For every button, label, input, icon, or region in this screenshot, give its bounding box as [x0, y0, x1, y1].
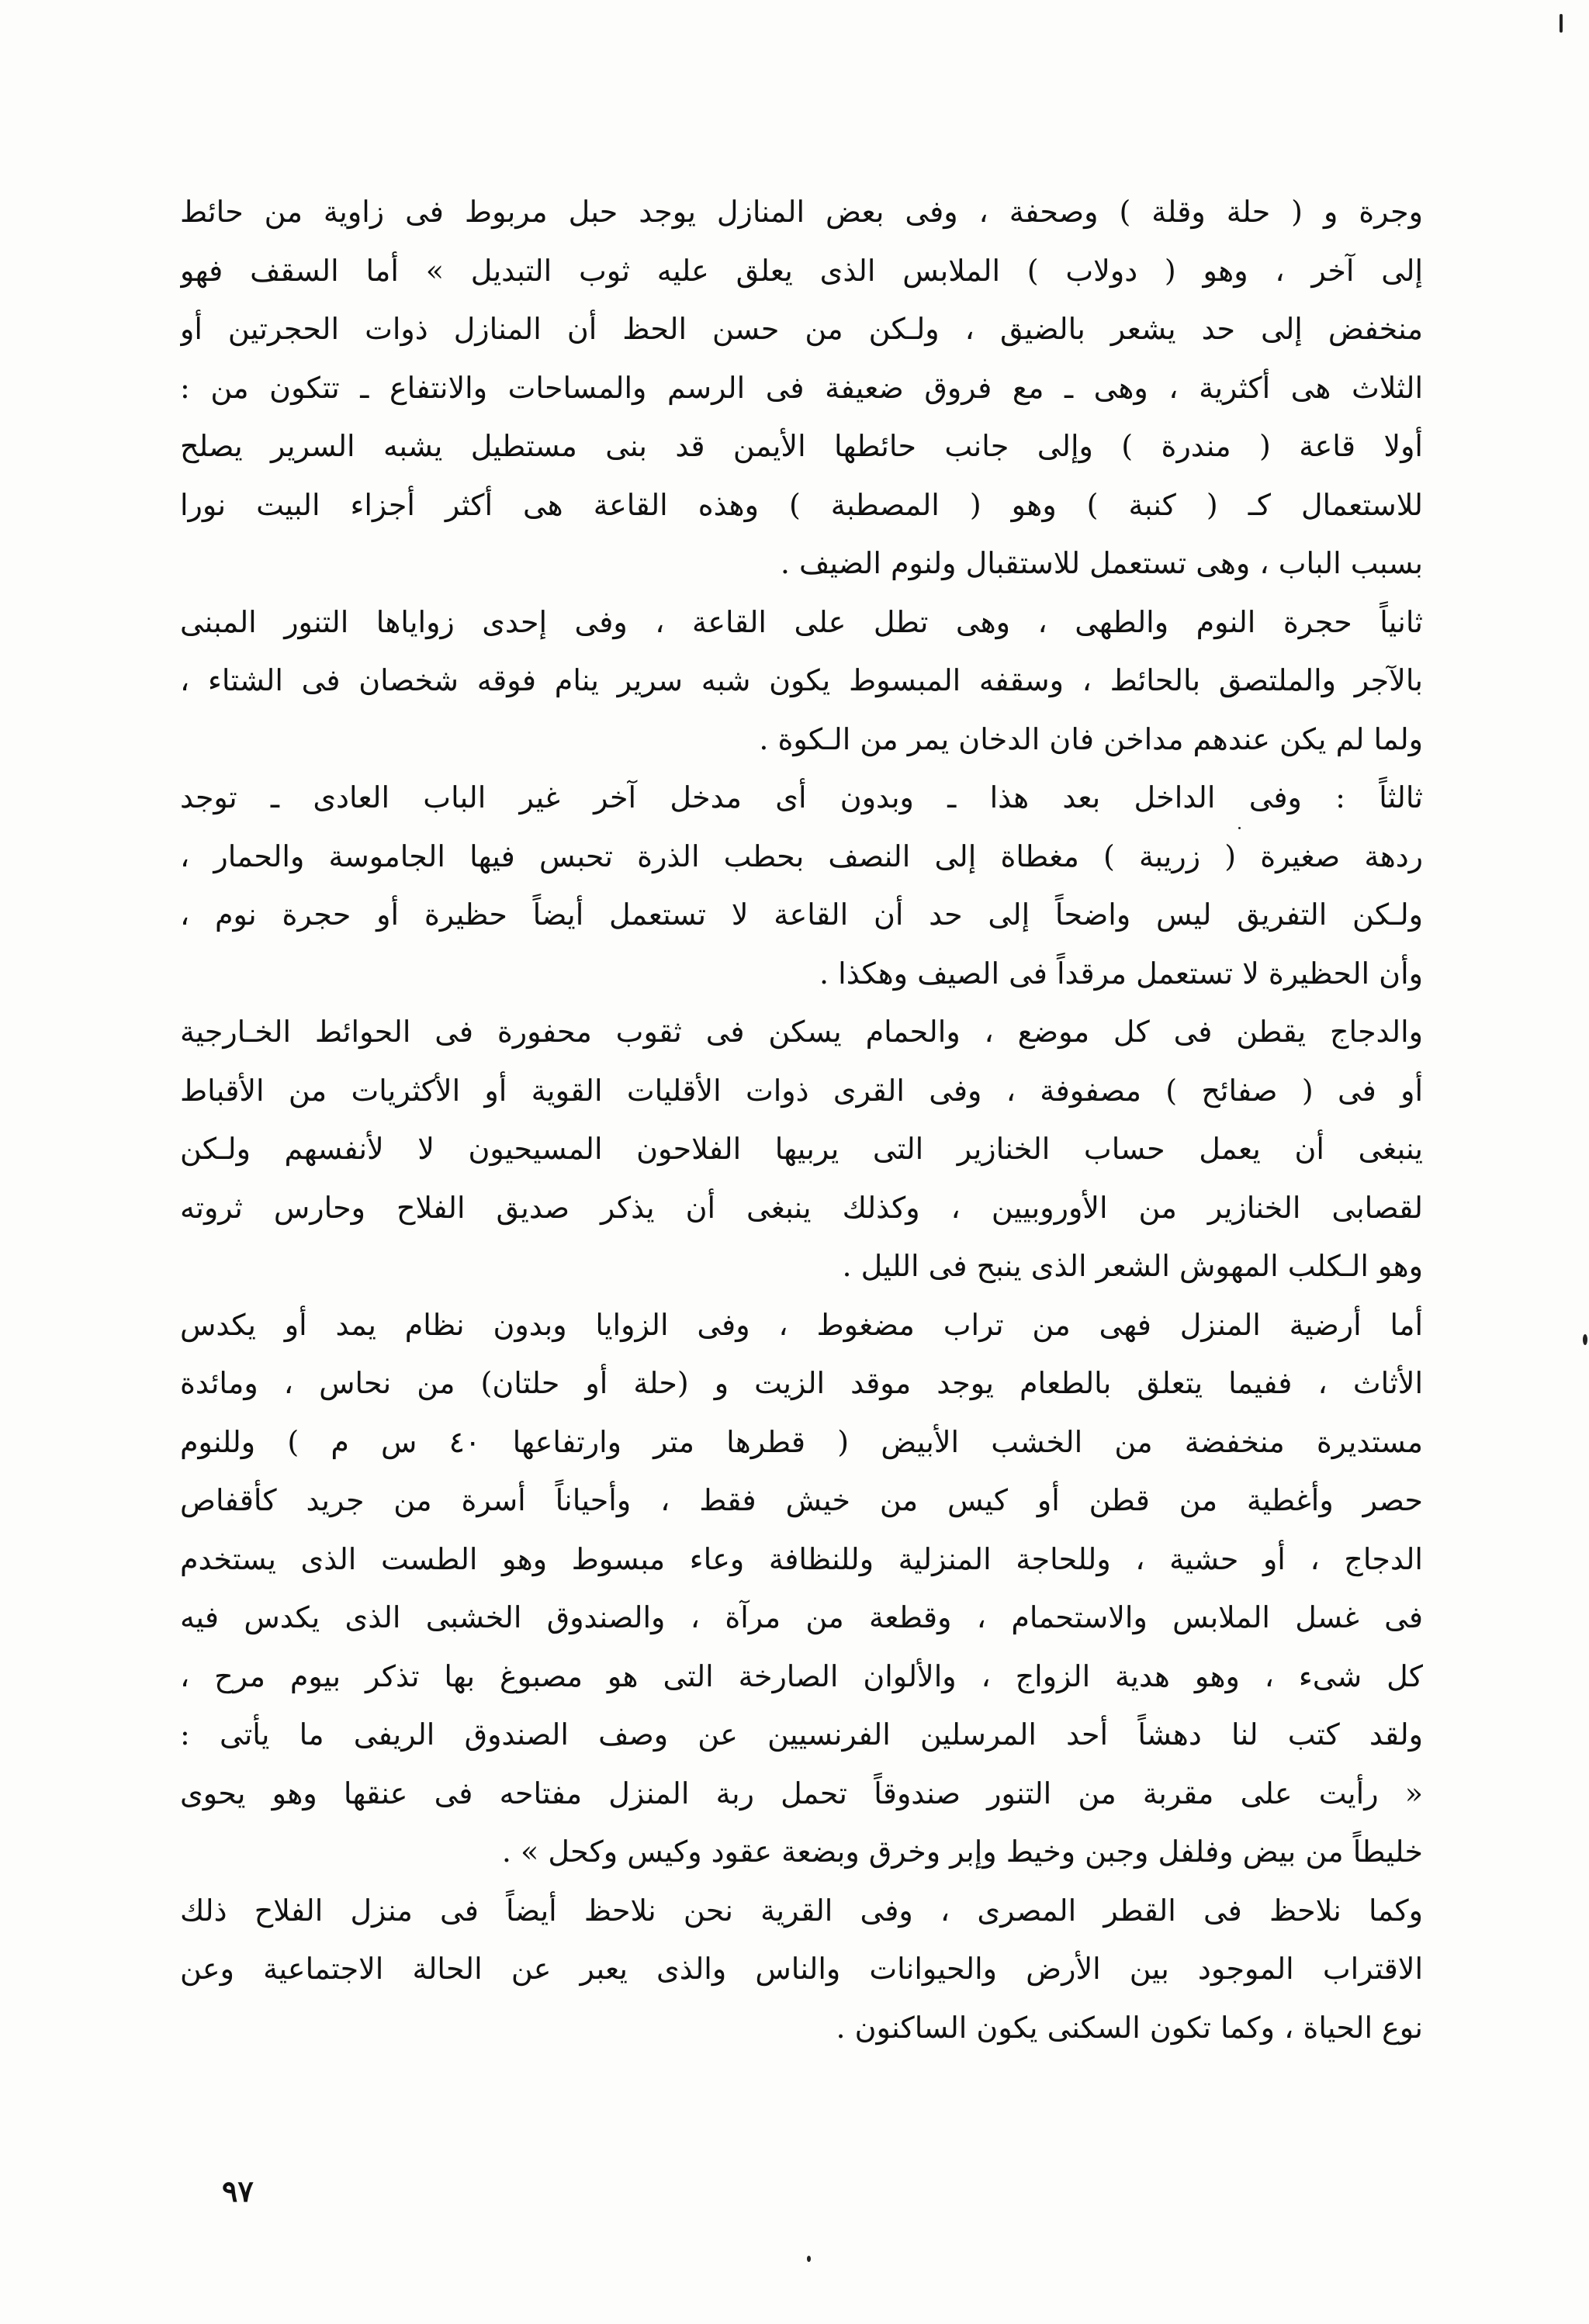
paragraph-first-hall — [180, 417, 1423, 593]
text-line: منخفض إلى حد يشعر بالضيق ، ولـكن من حسن الحظ أن المنازل ذوات الحجرتين أو — [180, 312, 1423, 346]
paragraph-floor-furniture — [180, 1296, 1423, 1765]
paragraph-conclusion — [180, 1882, 1423, 2058]
text-line: أو فى ( صفائح ) مصفوفة ، وفى القرى ذوات الأقليات القوية أو الأكثريات من الأقباط — [180, 1073, 1423, 1108]
text-line: بسبب الباب ، وهى تستعمل للاستقبال ولنوم الضيف . — [780, 546, 1423, 580]
text-line: فى غسل الملابس والاستحمام ، وقطعة من مرآة ، والصندوق الخشبى الذى يكدس فيه — [180, 1600, 1423, 1634]
text-line: ولما لم يكن عندهم مداخن فان الدخان يمر من الـكوة . — [759, 721, 1423, 756]
text-line: ولقد كتب لنا دهشاً أحد المرسلين الفرنسيين عن وصف الصندوق الريفى ما يأتى : — [180, 1717, 1423, 1752]
text-line: ولـكن التفريق ليس واضحاً إلى حد أن القاعة لا تستعمل أيضاً حظيرة أو حجرة نوم ، — [180, 897, 1423, 932]
text-line: أولا قاعة ( مندرة ) وإلى جانب حائطها الأيمن قد بنى مستطيل يشبه السرير يصلح — [180, 429, 1423, 463]
text-line: وهو الـكلب المهوش الشعر الذى ينبح فى الليل . — [842, 1249, 1423, 1283]
text-line: الثلاث هى أكثرية ، وهى ـ مع فروق ضعيفة فى الرسم والمساحات والانتفاع ـ تتكون من : — [180, 370, 1423, 405]
page-number: ٩٧ — [222, 2174, 254, 2208]
text-line: بالآجر والملتصق بالحائط ، وسقفه المبسوط يكون شبه سرير ينام فوقه شخصان فى الشتاء ، — [180, 663, 1423, 697]
text-line: إلى آخر ، وهو ( دولاب ) الملابس الذى يعلق عليه ثوب التبديل » أما السقف فهو — [180, 253, 1423, 288]
paragraph-third-pen — [180, 769, 1423, 1003]
paragraph-furniture-roof — [180, 183, 1423, 417]
text-line: « رأيت على مقربة من التنور صندوقاً تحمل ربة المنزل مفتاحه فى عنقها وهو يحوى — [180, 1776, 1423, 1810]
text-line: للاستعمال كـ ( كنبة ) وهو ( المصطبة ) وهذه القاعة هى أكثر أجزاء البيت نورا — [180, 487, 1423, 522]
paragraph-animals — [180, 1003, 1423, 1296]
text-line: الدجاج ، أو حشية ، وللحاجة المنزلية وللنظافة وعاء مبسوط وهو الطست الذى يستخدم — [180, 1541, 1423, 1576]
text-line: وجرة و ( حلة وقلة ) وصحفة ، وفى بعض المنازل يوجد حبل مربوط فى زاوية من حائط — [180, 195, 1423, 229]
text-line: ينبغى أن يعمل حساب الخنازير التى يربيها الفلاحون المسيحيون لا لأنفسهم ولـكن — [180, 1132, 1423, 1166]
scan-speck — [1583, 1334, 1587, 1345]
text-line: الأثاث ، ففيما يتعلق بالطعام يوجد موقد الزيت و (حلة أو حلتان) من نحاس ، ومائدة — [180, 1366, 1423, 1400]
text-line: لقصابى الخنازير من الأوروبيين ، وكذلك ينبغى أن يذكر صديق الفلاح وحارس ثروته — [180, 1190, 1423, 1225]
text-line: وأن الحظيرة لا تستعمل مرقداً فى الصيف وهكذا . — [819, 956, 1423, 991]
text-line: ثالثاً : وفى الداخل بعد هذا ـ وبدون أى مدخل آخر غير الباب العادى ـ توجد — [180, 780, 1423, 814]
paragraph-second-bedroom — [180, 593, 1423, 769]
scan-speck — [1560, 14, 1563, 33]
text-line: مستديرة منخفضة من الخشب الأبيض ( قطرها متر وارتفاعها ٤٠ س م ) وللنوم — [180, 1424, 1423, 1459]
text-line: أما أرضية المنزل فهى من تراب مضغوط ، وفى الزوايا وبدون نظام يمد أو يكدس — [180, 1307, 1423, 1342]
text-line: كل شىء ، وهو هدية الزواج ، والألوان الصارخة التى هو مصبوغ بها تذكر بيوم مرح ، — [180, 1658, 1423, 1693]
body-text — [180, 183, 1423, 2057]
text-line: حصر وأغطية من قطن أو كيس من خيش فقط ، وأحياناً أسرة من جريد كأقفاص — [180, 1483, 1423, 1517]
paragraph-quotation — [180, 1765, 1423, 1882]
text-line: والدجاج يقطن فى كل موضع ، والحمام يسكن فى ثقوب محفورة فى الحوائط الخـارجية — [180, 1015, 1423, 1049]
text-line: ثانياً حجرة النوم والطهى ، وهى تطل على القاعة ، وفى إحدى زواياها التنور المبنى — [180, 604, 1423, 639]
text-line: ردهة صغيرة ( زريبة ) مغطاة إلى النصف بحطب الذرة تحبس فيها الجاموسة والحمار ، — [180, 839, 1423, 873]
scan-speck — [1238, 827, 1241, 829]
text-line: الاقتراب الموجود بين الأرض والحيوانات والناس والذى يعبر عن الحالة الاجتماعية وعن — [180, 1952, 1423, 1986]
text-line: وكما نلاحظ فى القطر المصرى ، وفى القرية نحن نلاحظ أيضاً فى منزل الفلاح ذلك — [180, 1893, 1423, 1928]
text-line: خليطاً من بيض وفلفل وجبن وخيط وإبر وخرق وبضعة عقود وكيس وكحل » . — [501, 1835, 1423, 1869]
scan-speck — [807, 2256, 811, 2262]
text-line: نوع الحياة ، وكما تكون السكنى يكون الساكنون . — [836, 2010, 1423, 2045]
